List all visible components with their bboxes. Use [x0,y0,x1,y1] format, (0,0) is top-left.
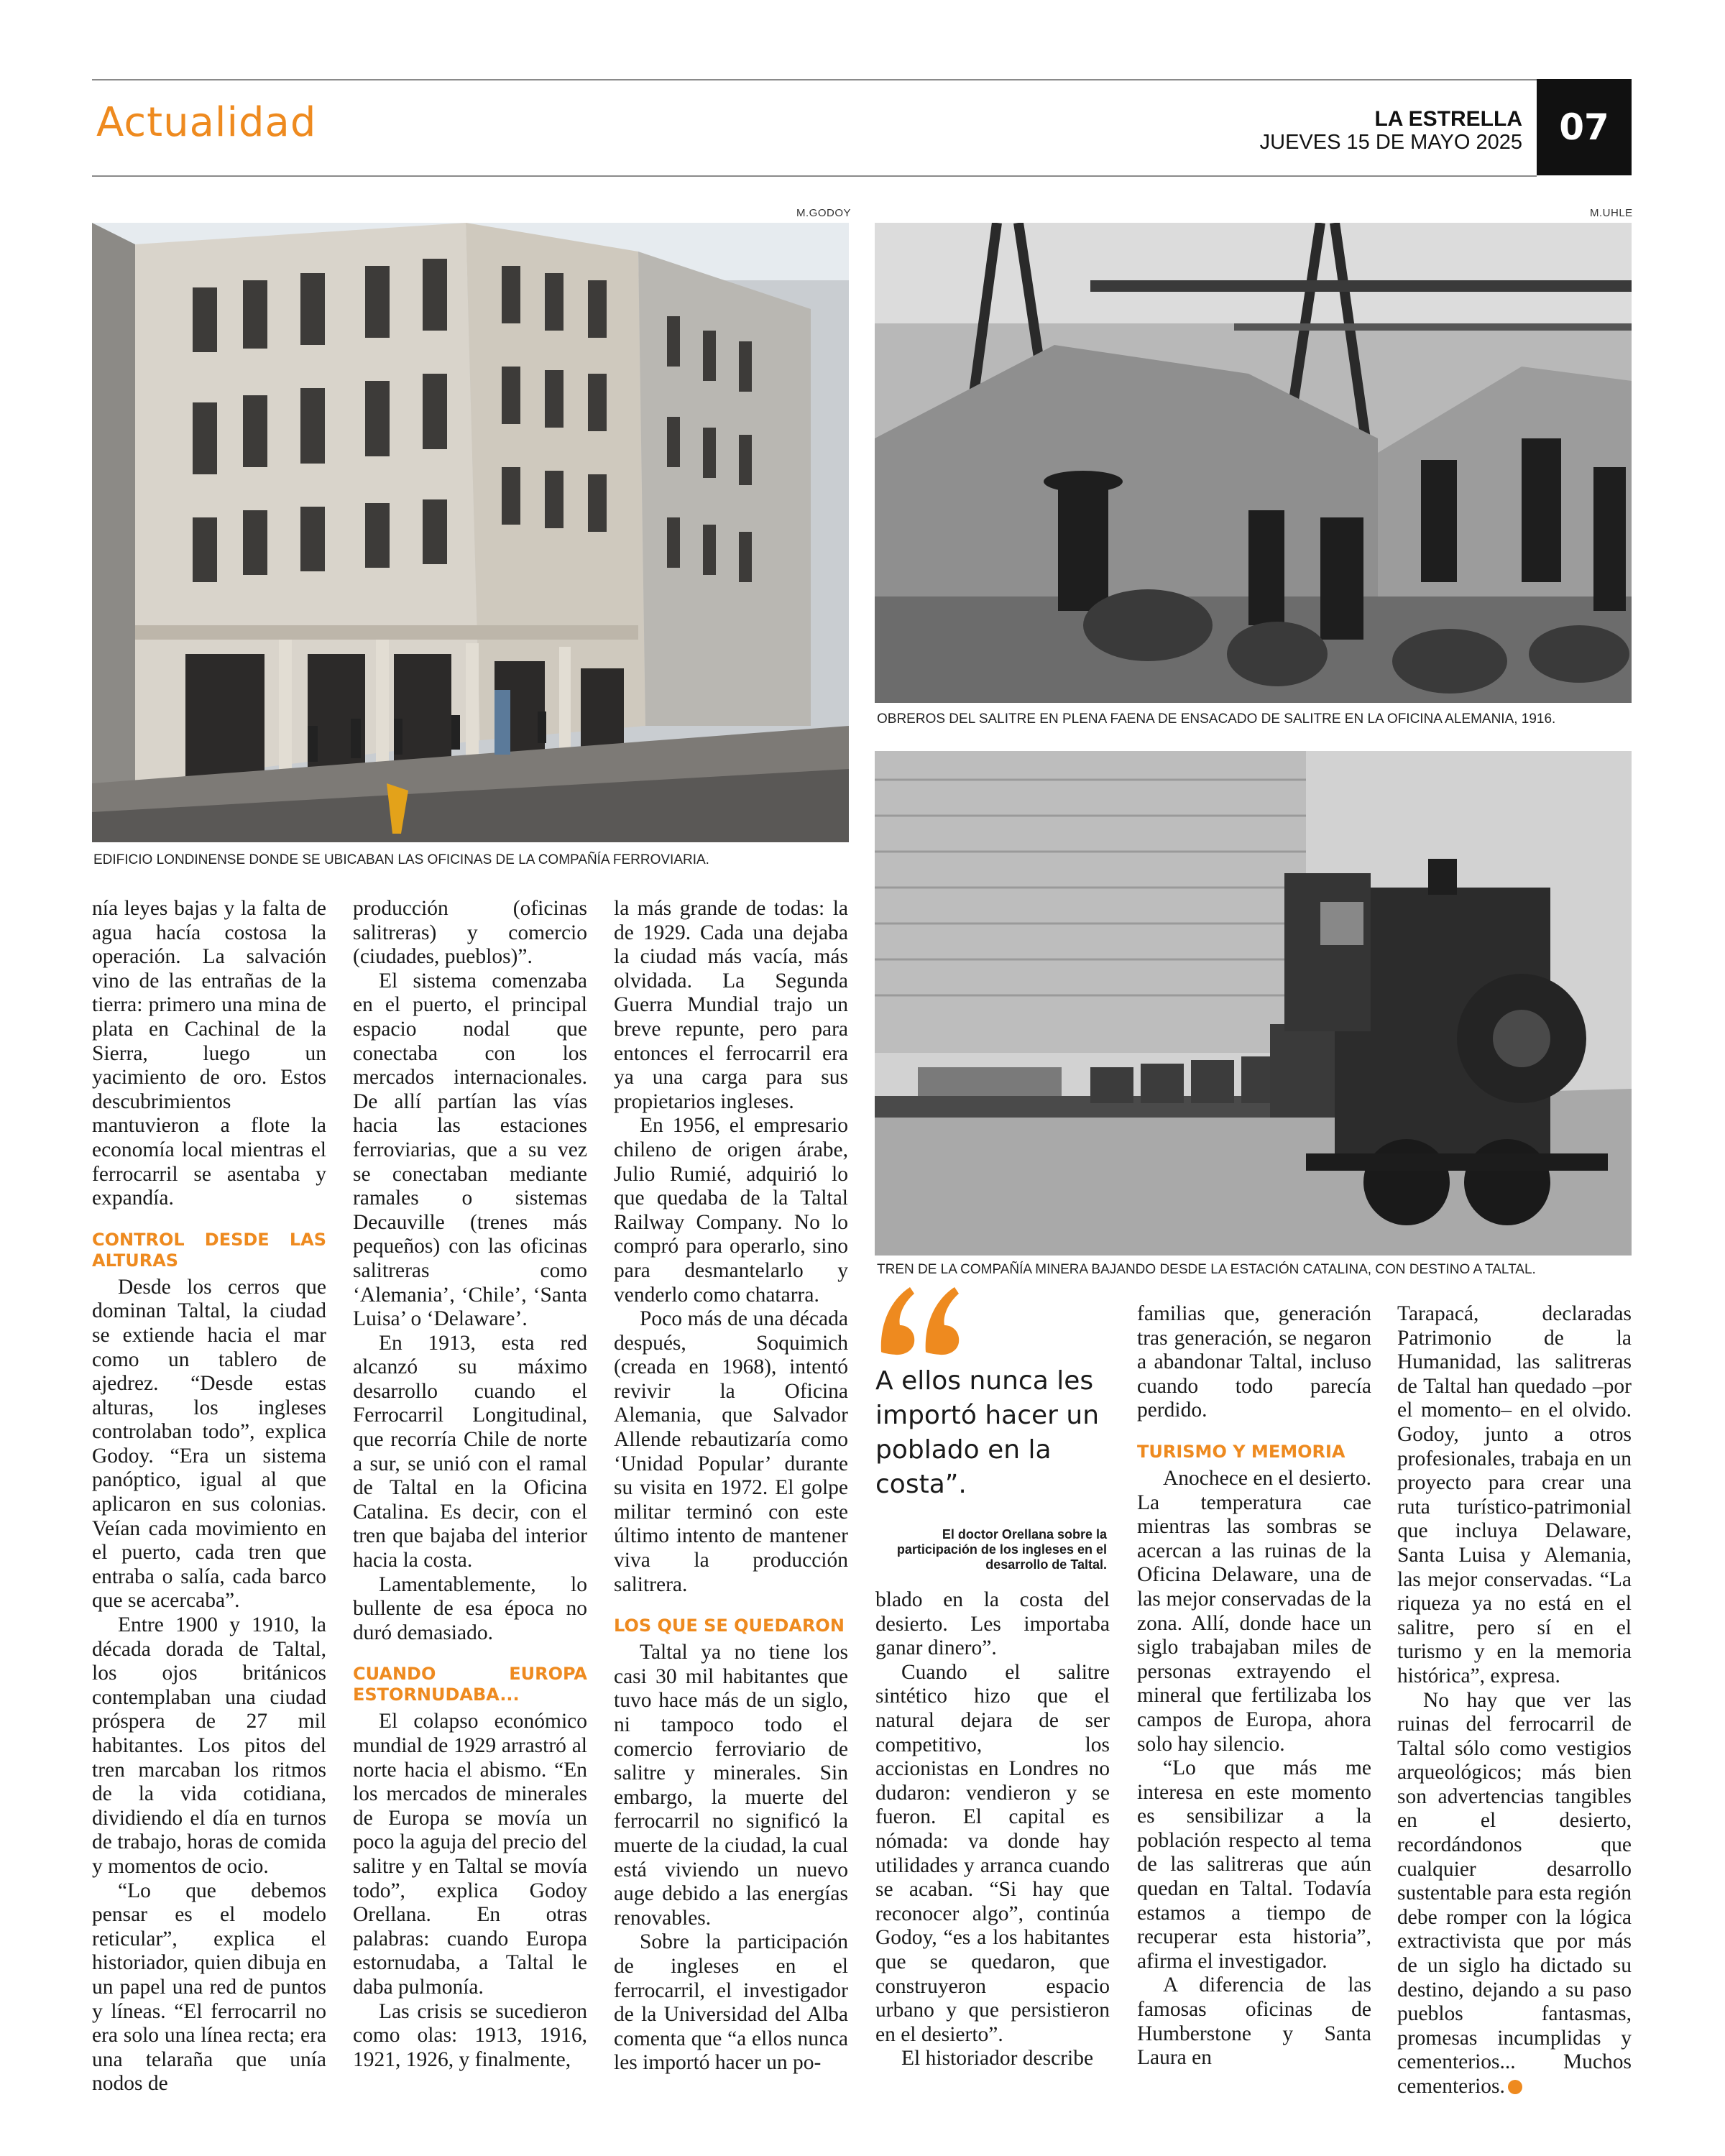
col1-paragraph-2: Desde los cerros que dominan Taltal, la ciudad se extiende hacia el mar como un tablero de ajedrez. “Desde estas alturas, los ingleses controlaban todo”, explica Godoy. “Era un sistema panóptico, igual al que aplicaron en sus colonias. Veían cada movimiento en el puerto, cada tren que entraba o salía, cada barco que se acercaba”. [92,1275,326,1613]
col2-paragraph-6: Las crisis se sucedieron como olas: 1913, 1916, 1921, 1926, y finalmente, [353,1999,587,2071]
col3-paragraph-2: En 1956, el empresario chileno de origen árabe, Julio Rumié, adquirió lo que quedaba de la Taltal Railway Company. No lo compró para operarlo, sino para desmantelarlo y venderlo como chatarra. [614,1114,848,1307]
subheading-los-que-se-quedaron: LOS QUE SE QUEDARON [614,1616,845,1636]
col3-paragraph-1: la más grande de todas: la de 1929. Cada una dejaba la ciudad más vacía, más olvidada. La Segunda Guerra Mundial trajo un breve repunte, pero para entonces el ferrocarril era ya una carga para sus propietarios ingleses. [614,897,848,1113]
col4-paragraph-2: Cuando el salitre sintético hizo que el natural dejara de ser competitivo, los accionistas en Londres no dudaron: vendieron y se fueron. El capital es nómada: va donde hay utilidades y arranca cuando se acaban. “Si hay que reconocer algo”, continúa Godoy, “es a los habitantes que se quedaron, que construyeron espacio urbano y que persistieron en el desierto”. [875,1660,1110,2046]
col5-paragraph-2: Anochece en el desierto. La temperatura cae mientras las sombras se acercan a las ruinas de la Oficina Delaware, una de las mejor conservadas de la zona. Allí, donde hace un siglo trabajaban miles de personas extrayendo el mineral que fertilizaba los campos de Europa, ahora solo hay silencio. [1137,1466,1371,1756]
col4-paragraph-3: El historiador describe [901,2047,1094,2070]
newspaper-name: LA ESTRELLA [1374,107,1522,131]
col5-paragraph-1: familias que, generación tras generación, se negaron a abandonar Taltal, incluso cuando todo parecía perdido. [1137,1302,1371,1422]
pull-quote-attribution: El doctor Orellana sobre la participación de los ingleses en el desarrollo de Taltal. [896,1527,1107,1572]
subheading-turismo-y-memoria: TURISMO Y MEMORIA [1137,1441,1346,1462]
col2-paragraph-4: Lamentablemente, lo bullente de esa época no duró demasiado. [353,1572,587,1644]
photo-caption-london: EDIFICIO LONDINENSE DONDE SE UBICABAN LAS OFICINAS DE LA COMPAÑÍA FERROVIARIA. [93,852,709,867]
col6-paragraph-1: Tarapacá, declaradas Patrimonio de la Humanidad, las salitreras de Taltal han quedado –por el momento– en el olvido. Godoy, junto a otros profesionales, trabaja en un proyecto para crear una ruta turístico-patrimonial que incluya Delaware, Santa Luisa y Alemania, las mejor conservadas. “La riqueza ya no está en el salitre, pero sí en el turismo y en la memoria histórica”, expresa. [1397,1302,1632,1687]
col3-paragraph-3: Poco más de una década después, Soquimich (creada en 1968), intentó revivir la Oficina Alemania, que Salvador Allende rebautizaría como ‘Unidad Popular’ durante su visita en 1972. El golpe militar terminó con este último intento de mantener viva la producción salitrera. [614,1307,848,1596]
col3-paragraph-4: Taltal ya no tiene los casi 30 mil habitantes que tuvo hace más de un siglo, ni tampoco todo el comercio ferroviario de salitre y minerales. Sin embargo, la muerte del ferrocarril no significó la muerte de la ciudad, la cual está viviendo un nuevo auge debido a las energías renovables. [614,1641,848,1930]
col4-paragraph-1: blado en la costa del desierto. Les importaba ganar dinero”. [875,1588,1110,1660]
photo-credit-london: M.GODOY [796,207,852,219]
pull-quote: A ellos nunca les importó hacer un poblado en la costa”. [875,1366,1100,1499]
col6-paragraph-2 [1397,1689,1632,2099]
page-number: 07 [1537,79,1632,175]
photo-credit-workers: M.UHLE [1590,207,1633,219]
article-column-3 [614,897,848,2076]
col6-paragraph-2-text: No hay que ver las ruinas del ferrocarril de Taltal sólo como vestigios arqueológicos; más bien son advertencias tangibles en el desierto, recordándonos que cualquier desarrollo sustentable para esta región debe romper con la lógica extractivista que por más de un siglo ha dictado su destino, dejando a su paso pueblos fantasmas, promesas incumplidas y cementerios... Muchos cementerios. [1397,1688,1632,2098]
mining-train-photo [875,751,1632,1256]
subheading-cuando-europa-estornudaba: CUANDO EUROPA ESTORNUDABA... [353,1664,587,1705]
quote-mark-icon [874,1284,967,1355]
col2-paragraph-2: El sistema comenzaba en el puerto, el principal espacio nodal que conectaba con los mercados internacionales. De allí partían las vías hacia las estaciones ferroviarias, que a su vez se conectaban mediante ramales o sistemas Decauville (trenes más pequeños) con las oficinas salitreras como ‘Alemania’, ‘Chile’, ‘Santa Luisa’ o ‘Delaware’. [353,969,587,1331]
col2-paragraph-5: El colapso económico mundial de 1929 arrastró al norte hacia el abismo. “En los mercados de minerales de Europa se movía un poco la aguja del precio del salitre y en Taltal se movía todo”, explica Godoy Orellana. En otras palabras: cuando Europa estornudaba, a Taltal le daba pulmonía. [353,1710,587,1999]
photo-caption-workers: OBREROS DEL SALITRE EN PLENA FAENA DE ENSACADO DE SALITRE EN LA OFICINA ALEMANIA, 1916. [877,711,1556,727]
header-bottom-rule [92,175,1537,177]
col5-paragraph-3: “Lo que más me interesa en este momento es sensibilizar a la población respecto al tema de las salitreras que aún quedan en Taltal. Todavía estamos a tiempo de recuperar esta historia”, afirma el investigador. [1137,1756,1371,1973]
article-column-2 [353,897,587,2072]
publication-date: JUEVES 15 DE MAYO 2025 [1259,131,1522,154]
col1-paragraph-3: Entre 1900 y 1910, la década dorada de Taltal, los ojos británicos contemplaban una ciudad próspera de 27 mil habitantes. Los pitos del tren marcaban los ritmos de la vida cotidiana, dividiendo el día en turnos de trabajo, horas de comida y momentos de ocio. [92,1613,326,1878]
col1-paragraph-1: nía leyes bajas y la falta de agua hacía costosa la operación. La salvación vino de las entrañas de la tierra: primero una mina de plata en Cachinal de la Sierra, luego un yacimiento de oro. Estos descubrimientos mantuvieron a flote la economía local mientras el ferrocarril se asentaba y expandía. [92,897,326,1210]
saltpeter-workers-photo [875,223,1632,703]
col3-paragraph-5: Sobre la participación de ingleses en el ferrocarril, el investigador de la Universidad del Alba comenta que “a ellos nunca les importó hacer un po- [614,1930,848,2075]
article-end-icon [1508,2080,1522,2094]
col2-paragraph-1: producción (oficinas salitreras) y comercio (ciudades, pueblos)”. [353,897,587,969]
section-title: Actualidad [96,99,317,146]
col2-paragraph-3: En 1913, esta red alcanzó su máximo desarrollo cuando el Ferrocarril Longitudinal, que recorría Chile de norte a sur, se unió con el ramal de Taltal en la Oficina Catalina. Es decir, con el tren que bajaba del interior hacia la costa. [353,1331,587,1572]
header-top-rule [92,79,1632,80]
photo-caption-train: TREN DE LA COMPAÑÍA MINERA BAJANDO DESDE LA ESTACIÓN CATALINA, CON DESTINO A TALTAL. [877,1262,1536,1277]
article-column-4 [875,1588,1110,2071]
col5-paragraph-4: A diferencia de las famosas oficinas de Humberstone y Santa Laura en [1137,1973,1371,2070]
article-column-5 [1137,1302,1371,2070]
london-building-photo [92,223,849,842]
masthead [1260,108,1522,154]
article-column-1 [92,897,326,2096]
subheading-control-desde-las-alturas: CONTROL DESDE LAS ALTURAS [92,1229,326,1271]
article-column-6 [1397,1302,1632,2099]
col1-paragraph-4: “Lo que debemos pensar es el modelo reticular”, explica el historiador, quien dibuja en un papel una red de puntos y líneas. “El ferrocarril no era solo una línea recta; era una telaraña que unía nodos de [92,1879,326,2096]
